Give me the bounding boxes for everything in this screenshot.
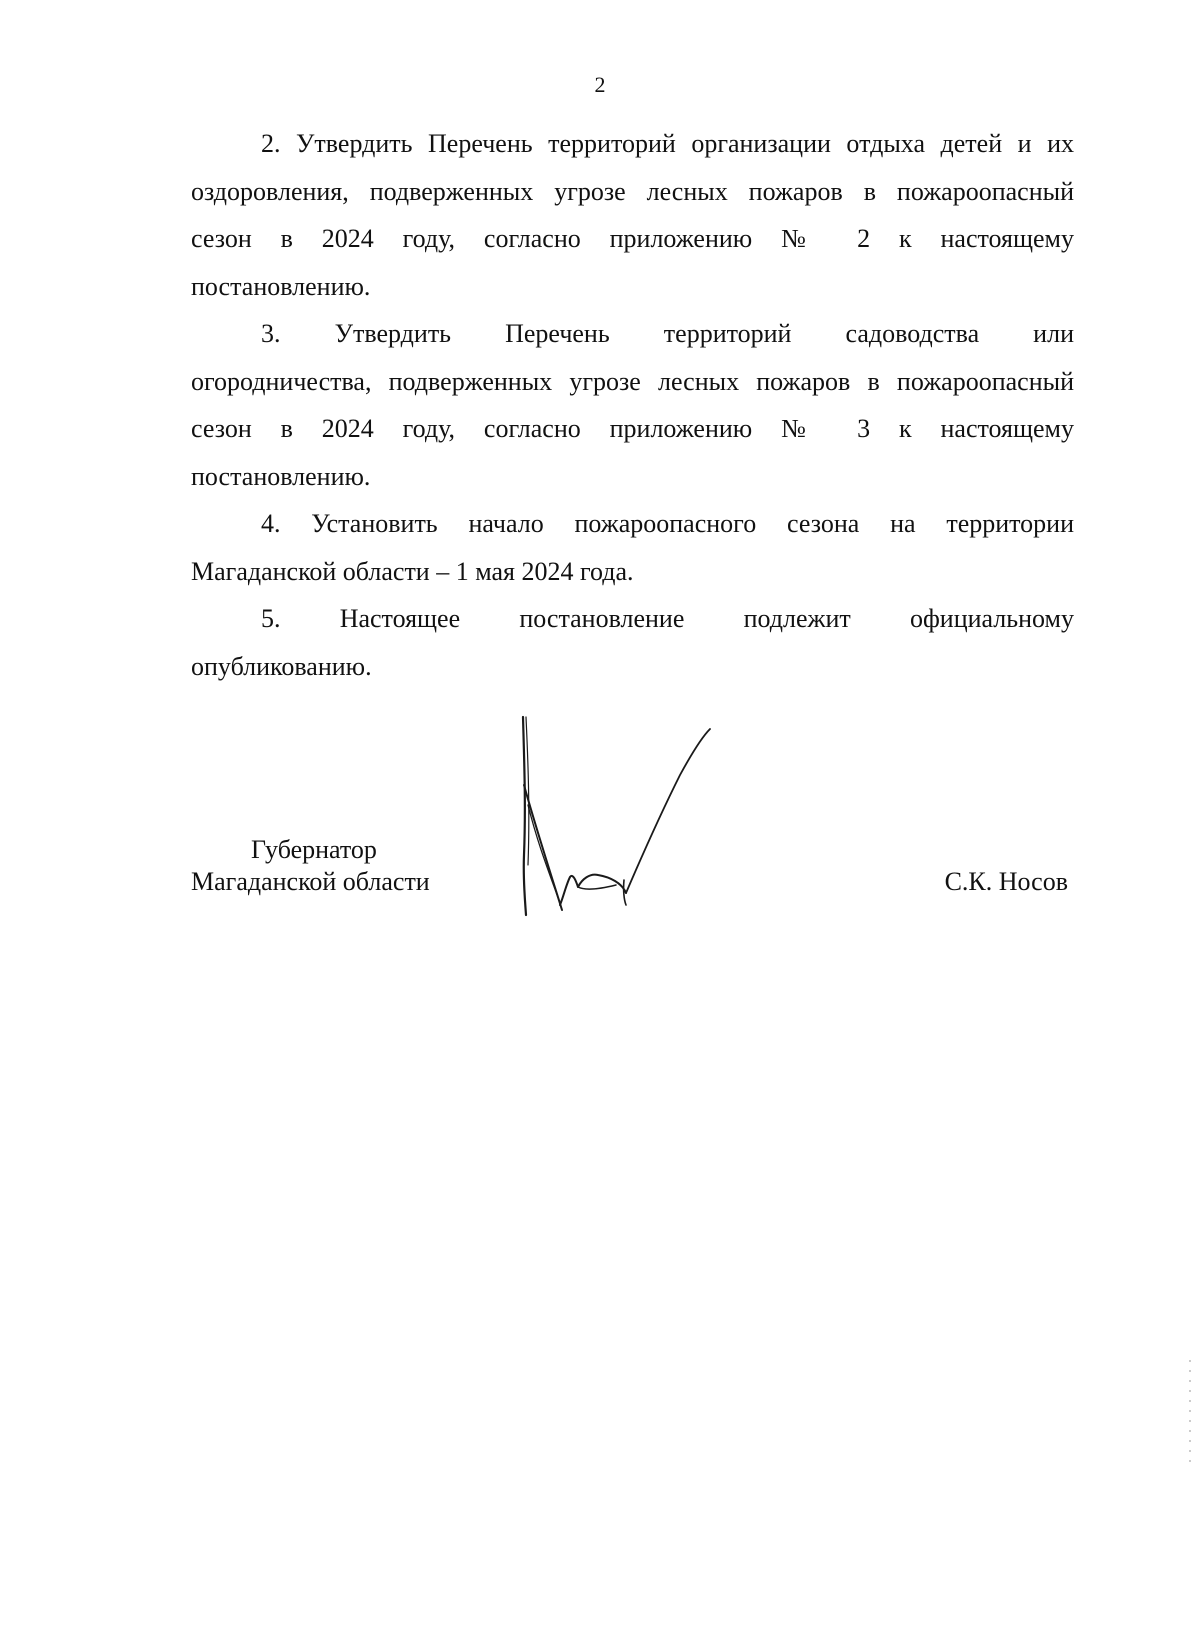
paragraph-line: оздоровления, подверженных угрозе лесных пожаров в пожароопасный <box>191 176 1074 206</box>
paragraph-line: опубликованию. <box>191 651 372 681</box>
signer-position: Губернатор <box>251 835 377 864</box>
paragraph-line: 4. Установить начало пожароопасного сезона на территории <box>261 509 1074 538</box>
paragraph-2 <box>191 120 1074 310</box>
paragraph-line: 2. Утвердить Перечень территорий организации отдыха детей и их <box>261 129 1074 158</box>
paragraph-line: 5. Настоящее постановление подлежит официальному <box>261 604 1074 633</box>
signer-title <box>191 834 430 898</box>
signer-name: С.К. Носов <box>944 867 1068 896</box>
paragraph-line: постановлению. <box>191 271 371 301</box>
paragraph-line: Магаданской области – 1 мая 2024 года. <box>191 556 634 586</box>
page-number: 2 <box>594 72 606 97</box>
paragraph-line: огородничества, подверженных угрозе лесных пожаров в пожароопасный <box>191 366 1074 396</box>
paragraph-line: постановлению. <box>191 461 371 491</box>
document-body <box>191 120 1074 690</box>
paragraph-4 <box>191 500 1074 595</box>
paragraph-5 <box>191 595 1074 690</box>
handwritten-signature <box>520 715 760 935</box>
signer-region: Магаданской области <box>191 867 430 896</box>
paragraph-line: сезон в 2024 году, согласно приложению № 3 к настоящему <box>191 414 1074 443</box>
paragraph-line: сезон в 2024 году, согласно приложению № 2 к настоящему <box>191 224 1074 253</box>
paragraph-line: 3. Утвердить Перечень территорий садоводства или <box>261 319 1074 348</box>
scan-artifact-marks <box>1188 1360 1192 1470</box>
paragraph-3 <box>191 310 1074 500</box>
